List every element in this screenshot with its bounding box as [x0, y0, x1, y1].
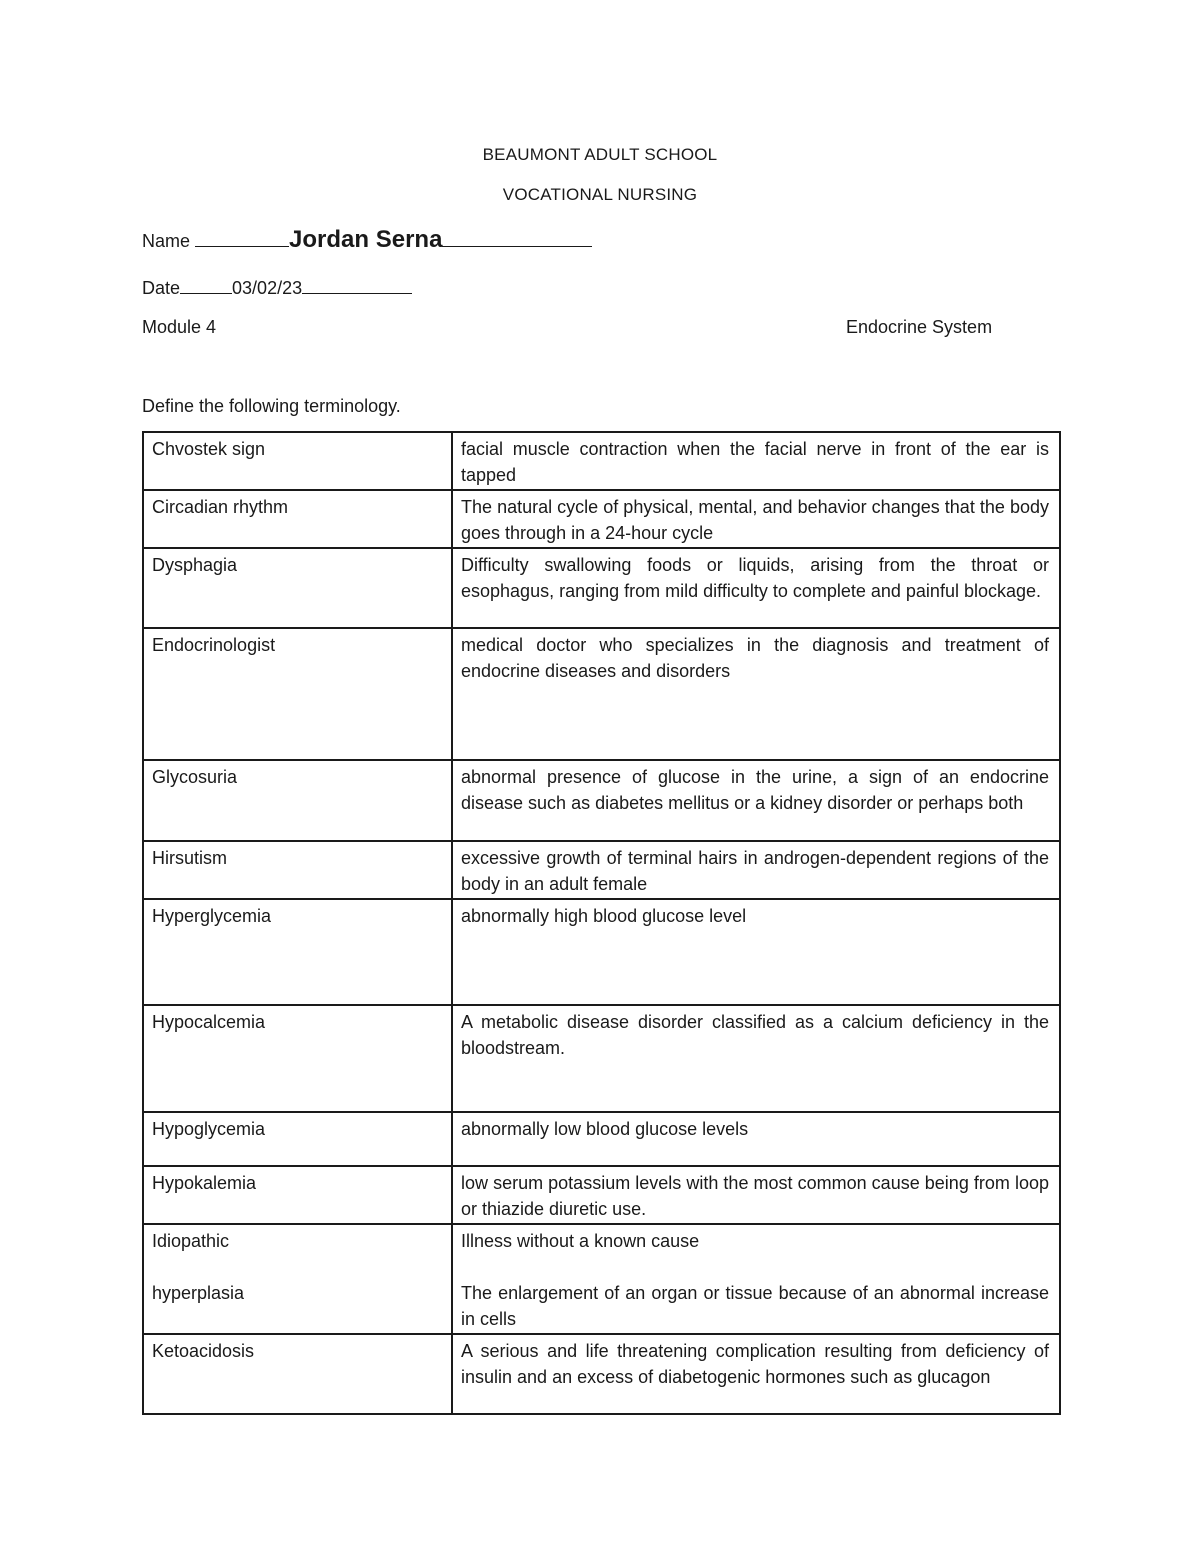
term-cell: Circadian rhythm [143, 490, 452, 548]
term-cell: Glycosuria [143, 760, 452, 841]
table-row [143, 1005, 1060, 1112]
name-blank-right [442, 245, 592, 247]
term-text: Idiopathic [152, 1231, 230, 1251]
definition-cell: medical doctor who specializes in the diagnosis and treatment of endocrine diseases and disorders [452, 628, 1060, 760]
term-cell: Hirsutism [143, 841, 452, 899]
table-row [143, 1334, 1060, 1414]
definition-cell: Difficulty swallowing foods or liquids, arising from the throat or esophagus, ranging from mild difficulty to complete and painful blockage. [452, 548, 1060, 628]
table-row [143, 628, 1060, 760]
term-cell: Hyperglycemia [143, 899, 452, 1005]
date-value: 03/02/23 [232, 278, 303, 298]
table-row [143, 490, 1060, 548]
table-row [143, 432, 1060, 490]
term-text: hyperplasia [152, 1283, 245, 1303]
term-cell [143, 1224, 452, 1334]
definition-cell: abnormally high blood glucose level [452, 899, 1060, 1005]
definition-cell: low serum potassium levels with the most common cause being from loop or thiazide diuretic use. [452, 1166, 1060, 1224]
term-cell: Chvostek sign [143, 432, 452, 490]
school-name: BEAUMONT ADULT SCHOOL [482, 145, 718, 164]
name-blank-left [195, 245, 289, 247]
table-row [143, 841, 1060, 899]
subject-label: Endocrine System [846, 317, 993, 337]
name-label: Name [142, 231, 191, 251]
date-line [142, 278, 412, 299]
term-cell: Hypocalcemia [143, 1005, 452, 1112]
date-label: Date [142, 278, 181, 298]
module-label: Module 4 [142, 317, 217, 337]
term-cell: Hypokalemia [143, 1166, 452, 1224]
terminology-table [142, 431, 1061, 1415]
table-row [143, 1112, 1060, 1166]
table-row [143, 1224, 1060, 1334]
name-value: Jordan Serna [289, 226, 443, 253]
date-blank-left [180, 292, 232, 294]
definition-gap [461, 1254, 1049, 1280]
table-row [143, 899, 1060, 1005]
definition-cell: A serious and life threatening complication resulting from deficiency of insulin and an excess of diabetogenic hormones such as glucagon [452, 1334, 1060, 1414]
definition-cell: abnormal presence of glucose in the urine, a sign of an endocrine disease such as diabetes mellitus or a kidney disorder or perhaps both [452, 760, 1060, 841]
definition-text: The enlargement of an organ or tissue because of an abnormal increase in cells [461, 1283, 1049, 1329]
definition-text: Illness without a known cause [461, 1231, 700, 1251]
term-cell: Ketoacidosis [143, 1334, 452, 1414]
term-cell: Hypoglycemia [143, 1112, 452, 1166]
term-gap [152, 1254, 441, 1280]
instructions: Define the following terminology. [142, 396, 401, 416]
definition-cell: excessive growth of terminal hairs in androgen-dependent regions of the body in an adult female [452, 841, 1060, 899]
definition-cell: The natural cycle of physical, mental, and behavior changes that the body goes through in a 24-hour cycle [452, 490, 1060, 548]
table-row [143, 760, 1060, 841]
definition-cell: facial muscle contraction when the facial nerve in front of the ear is tapped [452, 432, 1060, 490]
name-line [142, 226, 592, 254]
program-name: VOCATIONAL NURSING [502, 185, 698, 204]
term-cell: Endocrinologist [143, 628, 452, 760]
term-cell: Dysphagia [143, 548, 452, 628]
date-blank-right [302, 292, 412, 294]
table-row [143, 1166, 1060, 1224]
definition-cell: abnormally low blood glucose levels [452, 1112, 1060, 1166]
definition-cell: A metabolic disease disorder classified as a calcium deficiency in the bloodstream. [452, 1005, 1060, 1112]
definition-cell [452, 1224, 1060, 1334]
table-row [143, 548, 1060, 628]
